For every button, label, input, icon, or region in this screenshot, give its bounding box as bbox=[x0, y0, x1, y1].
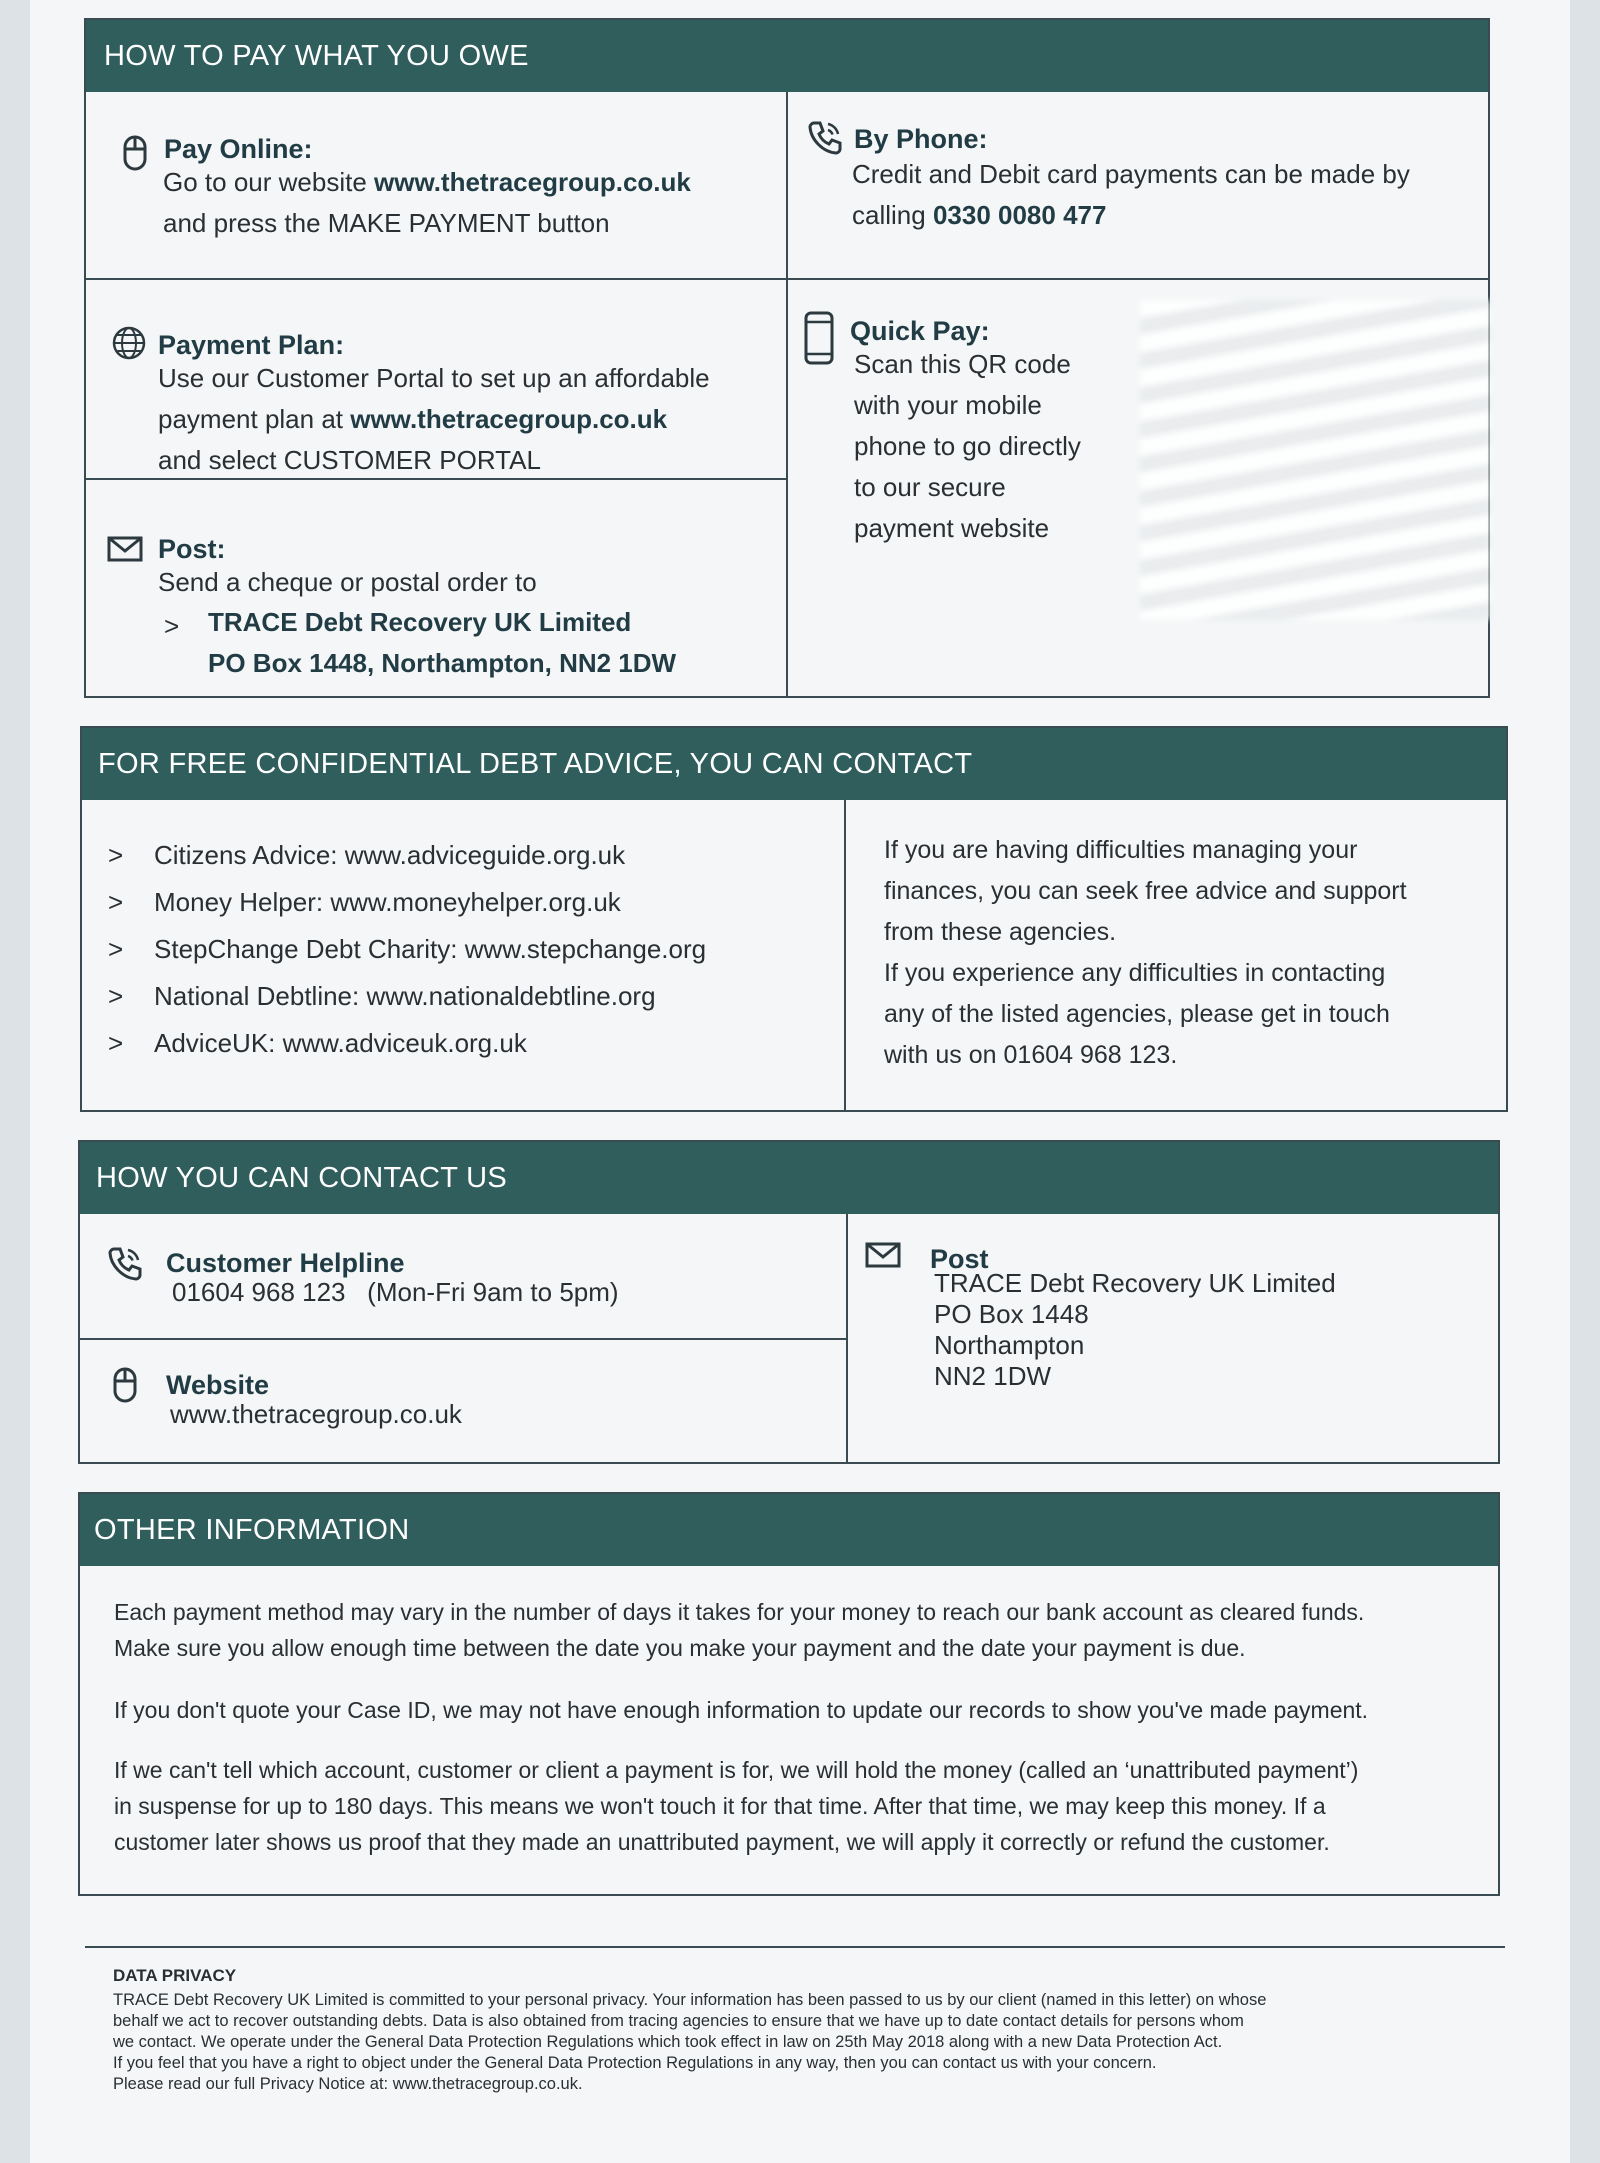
by-phone-cell bbox=[788, 92, 1488, 278]
helpline-number[interactable]: 01604 968 123 (Mon-Fri 9am to 5pm) bbox=[172, 1277, 619, 1307]
contact-post-address bbox=[934, 1268, 1336, 1392]
case-id-paragraph bbox=[114, 1692, 1368, 1728]
qr-code-redacted[interactable] bbox=[1140, 300, 1490, 620]
contact-us-section bbox=[78, 1140, 1500, 1464]
quick-pay-label: Quick Pay: bbox=[850, 316, 990, 346]
advice-note bbox=[846, 800, 1506, 1110]
advice-note-text bbox=[884, 830, 1407, 1076]
quick-pay-line: with your mobile bbox=[854, 390, 1042, 420]
advice-note-line: from these agencies. bbox=[884, 918, 1117, 946]
quick-pay-line: phone to go directly bbox=[854, 431, 1081, 461]
post-text bbox=[158, 562, 537, 603]
post-address-line1: TRACE Debt Recovery UK Limited bbox=[208, 607, 632, 637]
pay-online-text bbox=[163, 162, 691, 244]
contact-post-label: Post bbox=[930, 1244, 989, 1274]
website-link[interactable]: www.thetracegroup.co.uk bbox=[350, 404, 668, 434]
privacy-line: If you feel that you have a right to object under the General Data Protection Regulations in any way, then you can contact us with your concern. bbox=[113, 2054, 1157, 2072]
chevron-right-icon: > bbox=[164, 611, 180, 641]
advice-note-line: any of the listed agencies, please get in touch bbox=[884, 1000, 1390, 1028]
address-line: NN2 1DW bbox=[934, 1361, 1052, 1391]
payment-timing-paragraph bbox=[114, 1594, 1364, 1666]
privacy-line: TRACE Debt Recovery UK Limited is committed to your personal privacy. Your information has been passed to us by our client (named in this letter) on whose bbox=[113, 1991, 1267, 2009]
payment-plan-line2: payment plan at bbox=[158, 404, 351, 434]
debt-advice-section bbox=[80, 726, 1508, 1112]
section-heading: HOW YOU CAN CONTACT US bbox=[80, 1142, 1498, 1214]
payment-plan-cell bbox=[86, 278, 788, 478]
address-line: Northampton bbox=[934, 1330, 1085, 1360]
chevron-right-icon: > bbox=[108, 840, 124, 870]
agency-name: Citizens Advice: bbox=[154, 840, 345, 870]
agency-link[interactable]: www.moneyhelper.org.uk bbox=[330, 887, 621, 917]
pay-online-label: Pay Online: bbox=[164, 134, 313, 164]
agency-list bbox=[82, 800, 846, 1110]
section-heading: FOR FREE CONFIDENTIAL DEBT ADVICE, YOU CAN CONTACT bbox=[82, 728, 1506, 800]
agency-link[interactable]: www.stepchange.org bbox=[464, 934, 707, 964]
privacy-line: we contact. We operate under the General Data Protection Regulations which took effect in law on 25th May 2018 along with a new Data Protection Act. bbox=[113, 2033, 1223, 2051]
pay-online-line2: and press the MAKE PAYMENT button bbox=[163, 208, 610, 238]
agency-item bbox=[108, 887, 621, 918]
post-cell bbox=[86, 478, 788, 696]
quick-pay-line: to our secure bbox=[854, 472, 1006, 502]
mobile-phone-icon bbox=[800, 310, 838, 366]
paragraph-line: If we can't tell which account, customer or client a payment is for, we will hold the money (called an ‘unattributed payment’) bbox=[114, 1757, 1359, 1783]
agency-link[interactable]: www.nationaldebtline.org bbox=[366, 981, 656, 1011]
agency-item bbox=[108, 981, 656, 1012]
helpline-cell bbox=[80, 1214, 848, 1338]
website-link[interactable]: www.thetracegroup.co.uk bbox=[170, 1399, 462, 1429]
envelope-icon bbox=[864, 1236, 902, 1274]
agency-item bbox=[108, 840, 625, 871]
post-line1: Send a cheque or postal order to bbox=[158, 567, 537, 597]
contact-post-cell bbox=[848, 1214, 1498, 1462]
divider bbox=[85, 1946, 1505, 1948]
agency-name: StepChange Debt Charity: bbox=[154, 934, 465, 964]
by-phone-text bbox=[852, 154, 1410, 236]
post-label: Post: bbox=[158, 534, 226, 564]
website-cell bbox=[80, 1338, 848, 1462]
quick-pay-line: Scan this QR code bbox=[854, 349, 1071, 379]
phone-icon bbox=[806, 118, 844, 156]
mouse-icon bbox=[116, 134, 154, 172]
advice-note-line: If you experience any difficulties in contacting bbox=[884, 959, 1386, 987]
payment-phone-number[interactable]: 0330 0080 477 bbox=[932, 200, 1107, 230]
quick-pay-line: payment website bbox=[854, 513, 1050, 543]
agency-name: Money Helper: bbox=[154, 887, 331, 917]
section-heading: OTHER INFORMATION bbox=[80, 1494, 1498, 1566]
other-information-section bbox=[78, 1492, 1500, 1896]
advice-note-line: with us on 01604 968 123. bbox=[884, 1041, 1178, 1069]
post-address bbox=[208, 602, 676, 684]
agency-item bbox=[108, 934, 706, 965]
by-phone-label: By Phone: bbox=[854, 124, 988, 154]
envelope-icon bbox=[106, 530, 144, 568]
by-phone-line2: calling bbox=[852, 200, 933, 230]
agency-name: AdviceUK: bbox=[154, 1028, 283, 1058]
payment-plan-text bbox=[158, 358, 710, 481]
paragraph-line: If you don't quote your Case ID, we may not have enough information to update our records to show you've made payment. bbox=[114, 1697, 1369, 1723]
by-phone-line1: Credit and Debit card payments can be made by bbox=[852, 159, 1410, 189]
address-line: PO Box 1448 bbox=[934, 1299, 1089, 1329]
agency-link[interactable]: www.adviceuk.org.uk bbox=[282, 1028, 527, 1058]
privacy-line: behalf we act to recover outstanding debts. Data is also obtained from tracing agencies to ensure that we have up to date contact details for persons whom bbox=[113, 2012, 1244, 2030]
phone-icon bbox=[106, 1244, 144, 1282]
chevron-right-icon: > bbox=[108, 981, 124, 1011]
agency-link[interactable]: www.adviceguide.org.uk bbox=[344, 840, 626, 870]
quick-pay-text bbox=[854, 344, 1081, 549]
agency-name: National Debtline: bbox=[154, 981, 367, 1011]
post-address-line2: PO Box 1448, Northampton, NN2 1DW bbox=[208, 648, 677, 678]
pay-online-cell bbox=[86, 92, 788, 278]
paragraph-line: in suspense for up to 180 days. This means we won't touch it for that time. After that time, we may keep this money. If a bbox=[114, 1793, 1326, 1819]
paragraph-line: customer later shows us proof that they made an unattributed payment, we will apply it correctly or refund the customer. bbox=[114, 1829, 1330, 1855]
advice-note-line: finances, you can seek free advice and support bbox=[884, 877, 1407, 905]
payment-plan-line3: and select CUSTOMER PORTAL bbox=[158, 445, 541, 475]
data-privacy-text bbox=[113, 1990, 1453, 2095]
payment-plan-line1: Use our Customer Portal to set up an affordable bbox=[158, 363, 710, 393]
address-line: TRACE Debt Recovery UK Limited bbox=[934, 1268, 1336, 1298]
helpline-label: Customer Helpline bbox=[166, 1248, 405, 1278]
chevron-right-icon: > bbox=[108, 934, 124, 964]
mouse-icon bbox=[106, 1366, 144, 1404]
privacy-line: Please read our full Privacy Notice at: www.thetracegroup.co.uk. bbox=[113, 2075, 583, 2093]
advice-note-line: If you are having difficulties managing your bbox=[884, 836, 1358, 864]
section-heading: HOW TO PAY WHAT YOU OWE bbox=[86, 20, 1488, 92]
chevron-right-icon: > bbox=[108, 887, 124, 917]
agency-item bbox=[108, 1028, 527, 1059]
paragraph-line: Each payment method may vary in the number of days it takes for your money to reach our bank account as cleared funds. bbox=[114, 1599, 1365, 1625]
website-link[interactable]: www.thetracegroup.co.uk bbox=[374, 167, 691, 197]
chevron-right-icon: > bbox=[108, 1028, 124, 1058]
paragraph-line: Make sure you allow enough time between the date you make your payment and the date your payment is due. bbox=[114, 1635, 1246, 1661]
website-label: Website bbox=[166, 1370, 270, 1400]
data-privacy-title: DATA PRIVACY bbox=[113, 1966, 237, 1985]
unattributed-payment-paragraph bbox=[114, 1752, 1358, 1860]
pay-online-line1: Go to our website bbox=[163, 167, 374, 197]
globe-icon bbox=[110, 324, 148, 362]
payment-plan-label: Payment Plan: bbox=[158, 330, 345, 360]
